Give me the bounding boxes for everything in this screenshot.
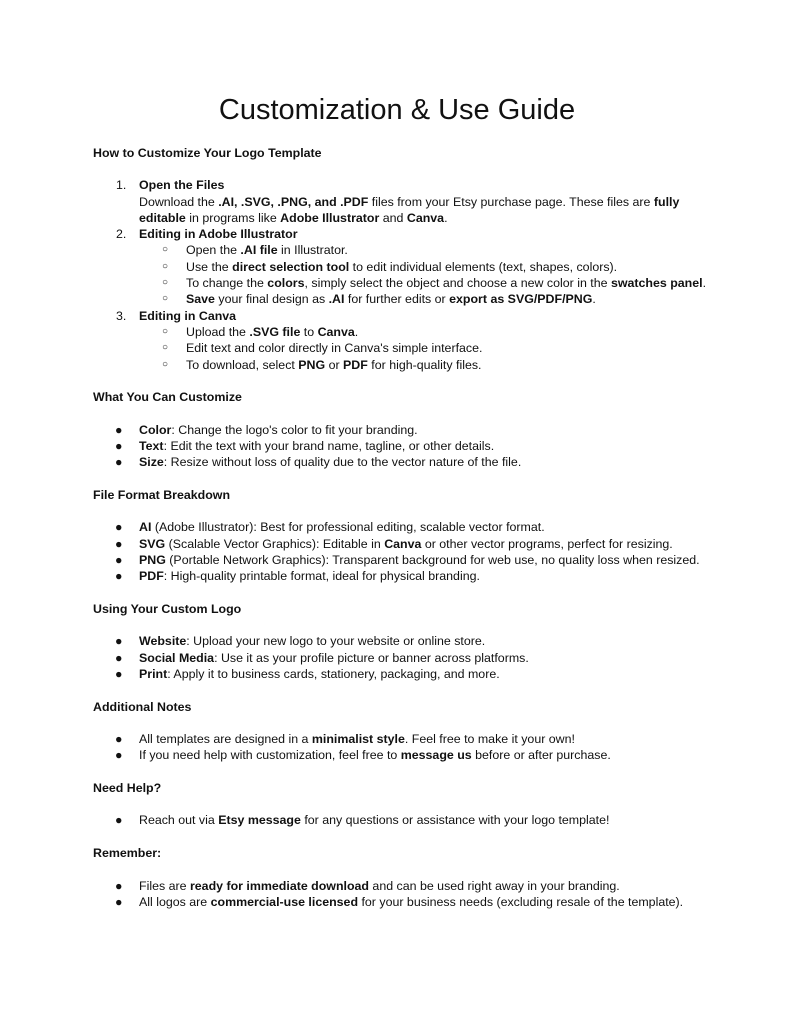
list-item: ● Print: Apply it to business cards, stationery, packaging, and more. <box>115 666 500 681</box>
bullet-icon: ● <box>115 536 123 551</box>
list-item: ● SVG (Scalable Vector Graphics): Editable in Canva or other vector programs, perfect for resizing. <box>115 536 673 551</box>
circle-bullet-icon: ○ <box>162 244 169 256</box>
section-heading-using-your-custom-logo: Using Your Custom Logo <box>93 602 242 617</box>
bullet-icon: ● <box>115 650 123 665</box>
step-title: Open the Files <box>139 178 225 193</box>
section-heading-need-help: Need Help? <box>93 781 162 796</box>
list-item: ● PNG (Portable Network Graphics): Transparent background for web use, no quality loss when resized. <box>115 552 700 567</box>
document-body <box>93 145 713 910</box>
bullet-icon: ● <box>115 878 123 893</box>
section-heading-customize: How to Customize Your Logo Template <box>93 146 322 160</box>
list-item: ● All templates are designed in a minimalist style. Feel free to make it your own! <box>115 732 575 747</box>
list-item: ● Size: Resize without loss of quality due to the vector nature of the file. <box>115 455 522 470</box>
step-open-files <box>93 177 713 226</box>
bullet-icon: ● <box>115 520 123 535</box>
bullet-icon: ● <box>115 748 123 763</box>
bullet-icon: ● <box>115 732 123 747</box>
bullet-icon: ● <box>115 422 123 437</box>
step-number: 3. <box>116 308 127 323</box>
bullet-icon: ● <box>115 634 123 649</box>
list-item: ● Text: Edit the text with your brand name, tagline, or other details. <box>115 438 495 453</box>
list-item: ● Website: Upload your new logo to your website or online store. <box>115 634 486 649</box>
step-editing-canva <box>93 308 713 373</box>
circle-bullet-icon: ○ <box>162 342 169 354</box>
sub-item: ○ Save your final design as .AI for further edits or export as SVG/PDF/PNG. <box>162 292 596 307</box>
bullet-icon: ● <box>115 894 123 909</box>
step-number: 1. <box>116 178 127 193</box>
bullet-icon: ● <box>115 569 123 584</box>
bullet-icon: ● <box>115 455 123 470</box>
circle-bullet-icon: ○ <box>162 293 169 305</box>
list-item: ● Color: Change the logo's color to fit your branding. <box>115 422 418 437</box>
list-item: ● If you need help with customization, feel free to message us before or after purchase. <box>115 748 611 763</box>
step-editing-illustrator <box>93 226 713 307</box>
sub-item: ○ Upload the .SVG file to Canva. <box>162 324 359 339</box>
step-title: Editing in Adobe Illustrator <box>139 227 298 242</box>
bullet-icon: ● <box>115 666 123 681</box>
list-item: ● Reach out via Etsy message for any questions or assistance with your logo template! <box>115 813 610 828</box>
list-item: ● Social Media: Use it as your profile picture or banner across platforms. <box>115 650 529 665</box>
circle-bullet-icon: ○ <box>162 325 169 337</box>
list-item: ● Files are ready for immediate download and can be used right away in your branding. <box>115 878 620 893</box>
page-title: Customization & Use Guide <box>218 94 576 126</box>
circle-bullet-icon: ○ <box>162 260 169 272</box>
step-title: Editing in Canva <box>139 308 237 323</box>
sub-item: ○ To download, select PNG or PDF for high-quality files. <box>162 357 482 372</box>
sub-item: ○ Edit text and color directly in Canva's simple interface. <box>162 341 483 356</box>
list-item: ● All logos are commercial-use licensed for your business needs (excluding resale of the template). <box>115 894 684 909</box>
list-item: ● PDF: High-quality printable format, ideal for physical branding. <box>115 569 480 584</box>
step-text-line: editable in programs like Adobe Illustrator and Canva. <box>139 210 448 225</box>
bullet-icon: ● <box>115 813 123 828</box>
step-number: 2. <box>116 227 127 242</box>
circle-bullet-icon: ○ <box>162 358 169 370</box>
section-heading-additional-notes: Additional Notes <box>93 699 192 714</box>
section-heading-what-you-can-customize: What You Can Customize <box>93 390 242 405</box>
circle-bullet-icon: ○ <box>162 277 169 289</box>
list-item: ● AI (Adobe Illustrator): Best for professional editing, scalable vector format. <box>115 520 545 535</box>
sub-item: ○ To change the colors, simply select the object and choose a new color in the swatches panel. <box>162 276 707 291</box>
bullet-icon: ● <box>115 552 123 567</box>
step-text-line: Download the .AI, .SVG, .PNG, and .PDF files from your Etsy purchase page. These files are fully <box>139 194 680 209</box>
bullet-icon: ● <box>115 438 123 453</box>
section-heading-file-format-breakdown: File Format Breakdown <box>93 488 231 503</box>
section-heading-remember: Remember: <box>93 846 162 861</box>
sub-item: ○ Open the .AI file in Illustrator. <box>162 243 348 258</box>
sub-item: ○ Use the direct selection tool to edit individual elements (text, shapes, colors). <box>162 259 618 274</box>
